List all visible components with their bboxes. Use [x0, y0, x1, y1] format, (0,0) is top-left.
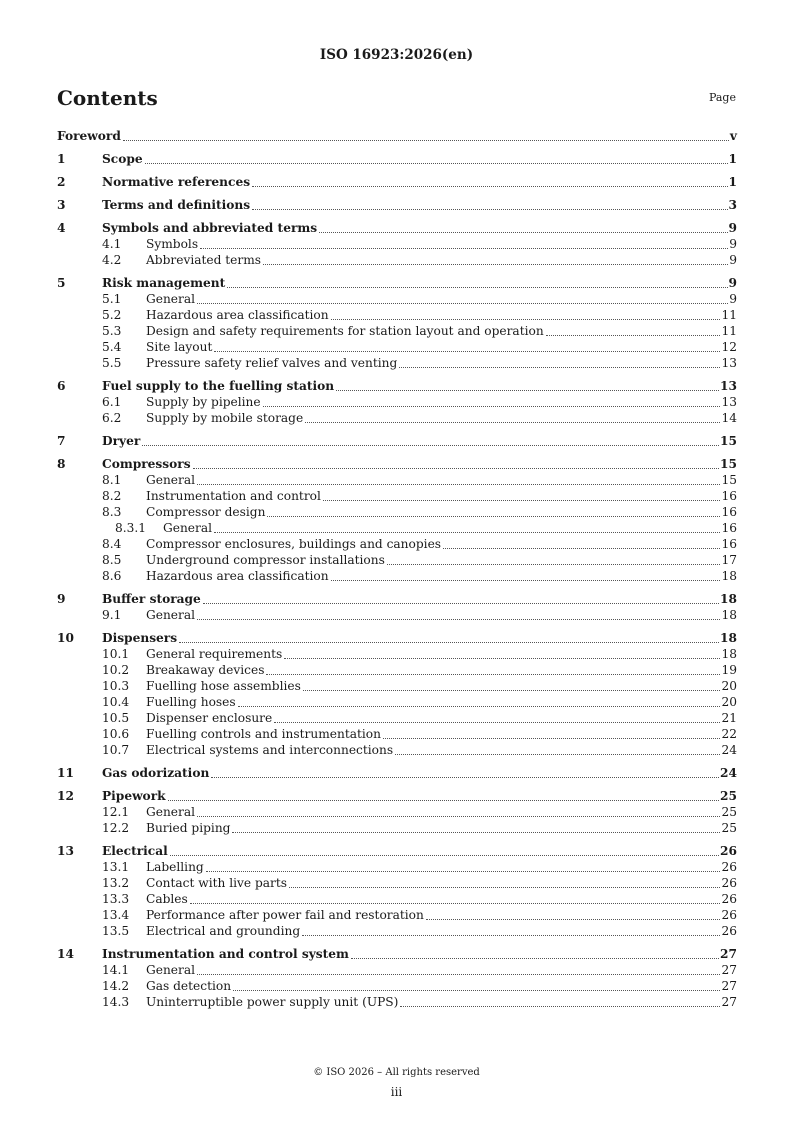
toc-entry-number: 2 — [57, 175, 66, 189]
toc-entry-page: 9 — [729, 292, 737, 306]
toc-entry[interactable] — [57, 765, 737, 781]
toc-entry-page: 24 — [720, 766, 737, 780]
toc-entry[interactable] — [57, 433, 737, 449]
toc-entry-page: 18 — [721, 569, 737, 583]
dot-leader — [252, 208, 727, 210]
toc-entry-title: Underground compressor installations — [146, 553, 385, 567]
page-title: Contents — [57, 86, 158, 110]
dot-leader — [351, 957, 719, 959]
dot-leader — [303, 689, 721, 691]
toc-entry-number: 14.3 — [102, 995, 130, 1009]
toc-entry-number: 9 — [57, 592, 66, 606]
toc-entry-page: 26 — [721, 876, 737, 890]
dot-leader — [233, 989, 720, 991]
toc-entry-number: 5.1 — [102, 292, 122, 306]
toc-entry-title: Contact with live parts — [146, 876, 288, 890]
dot-leader — [267, 515, 720, 517]
toc-entry-page: 18 — [721, 608, 737, 622]
toc-entry-page: 11 — [721, 308, 737, 322]
toc-entry-title: Normative references — [102, 175, 251, 189]
dot-leader — [145, 162, 728, 164]
toc-entry-title: General — [163, 521, 212, 535]
toc-entry[interactable] — [57, 174, 737, 190]
toc-entry[interactable] — [57, 504, 737, 520]
toc-entry-page: 13 — [721, 395, 737, 409]
toc-entry-number: 5 — [57, 276, 66, 290]
toc-entry-page: 1 — [728, 152, 737, 166]
toc-entry-page: v — [729, 129, 737, 143]
toc-entry-page: 18 — [720, 592, 737, 606]
toc-entry-title: Risk management — [102, 276, 226, 290]
toc-entry-title: Buried piping — [146, 821, 231, 835]
toc-entry-title: Instrumentation and control — [146, 489, 321, 503]
toc-entry-number: 13.5 — [102, 924, 130, 938]
toc-entry[interactable] — [57, 252, 737, 268]
dot-leader — [211, 776, 719, 778]
toc-entry-title: Foreword — [57, 129, 121, 143]
dot-leader — [142, 444, 719, 446]
toc-entry-page: 13 — [720, 379, 737, 393]
toc-entry-page: 27 — [721, 979, 737, 993]
dot-leader — [190, 902, 721, 904]
toc-entry-number: 5.3 — [102, 324, 122, 338]
toc-entry-title: Supply by mobile storage — [146, 411, 304, 425]
toc-entry-title: Buffer storage — [102, 592, 201, 606]
toc-entry[interactable] — [57, 355, 737, 371]
toc-entry[interactable] — [57, 875, 737, 891]
toc-entry-number: 10.6 — [102, 727, 130, 741]
toc-entry[interactable] — [57, 472, 737, 488]
toc-entry-title: Compressor enclosures, buildings and canopies — [146, 537, 442, 551]
dot-leader — [203, 602, 719, 604]
toc-entry-title: Labelling — [146, 860, 204, 874]
toc-entry[interactable] — [57, 552, 737, 568]
toc-entry[interactable] — [57, 456, 737, 472]
toc-entry-page: 26 — [720, 844, 737, 858]
toc-entry-page: 15 — [720, 434, 737, 448]
toc-entry-title: Electrical systems and interconnections — [146, 743, 394, 757]
toc-entry-number: 9.1 — [102, 608, 122, 622]
toc-entry-number: 13.1 — [102, 860, 130, 874]
toc-entry[interactable] — [57, 339, 737, 355]
toc-entry-number: 8.3.1 — [115, 521, 147, 535]
toc-entry[interactable] — [57, 788, 737, 804]
toc-entry[interactable] — [57, 694, 737, 710]
toc-entry-number: 12.1 — [102, 805, 130, 819]
toc-entry-page: 26 — [721, 860, 737, 874]
toc-entry-number: 12 — [57, 789, 74, 803]
toc-entry[interactable] — [57, 843, 737, 859]
toc-entry[interactable] — [57, 804, 737, 820]
toc-entry-page: 9 — [728, 221, 737, 235]
toc-entry[interactable] — [57, 946, 737, 962]
toc-entry-page: 21 — [721, 711, 737, 725]
toc-entry-page: 9 — [728, 276, 737, 290]
dot-leader — [263, 405, 721, 407]
toc-entry-title: Fuelling controls and instrumentation — [146, 727, 381, 741]
toc-entry[interactable] — [57, 394, 737, 410]
toc-entry-number: 10.1 — [102, 647, 130, 661]
dot-leader — [214, 350, 720, 352]
dot-leader — [252, 185, 727, 187]
toc-entry-number: 7 — [57, 434, 66, 448]
toc-entry-number: 4.1 — [102, 237, 122, 251]
dot-leader — [206, 870, 721, 872]
toc-entry-title: Dispensers — [102, 631, 178, 645]
toc-entry-title: Compressor design — [146, 505, 266, 519]
dot-leader — [336, 389, 719, 391]
dot-leader — [443, 547, 720, 549]
toc-entry-title: Electrical and grounding — [146, 924, 301, 938]
toc-entry-number: 8.4 — [102, 537, 122, 551]
toc-entry-title: General — [146, 805, 195, 819]
toc-entry-number: 10.4 — [102, 695, 130, 709]
toc-entry-page: 22 — [721, 727, 737, 741]
toc-entry-page: 16 — [721, 505, 737, 519]
toc-entry-number: 13.3 — [102, 892, 130, 906]
toc-entry-page: 11 — [721, 324, 737, 338]
toc-entry[interactable] — [57, 291, 737, 307]
toc-entry-title: Cables — [146, 892, 188, 906]
toc-entry-number: 8.2 — [102, 489, 122, 503]
toc-entry[interactable] — [57, 646, 737, 662]
toc-entry[interactable] — [57, 520, 737, 536]
toc-entry-title: General — [146, 963, 195, 977]
toc-entry-number: 8.5 — [102, 553, 122, 567]
toc-entry-page: 15 — [720, 457, 737, 471]
toc-entry[interactable] — [57, 630, 737, 646]
dot-leader — [289, 886, 720, 888]
toc-entry-title: Breakaway devices — [146, 663, 265, 677]
toc-entry-page: 25 — [721, 805, 737, 819]
toc-entry-title: General — [146, 608, 195, 622]
toc-entry[interactable] — [57, 307, 737, 323]
toc-entry[interactable] — [57, 275, 737, 291]
document-header: ISO 16923:2026(en) — [319, 47, 474, 63]
toc-entry-number: 14.1 — [102, 963, 130, 977]
toc-entry-number: 6.1 — [102, 395, 122, 409]
dot-leader — [263, 263, 728, 265]
toc-entry-number: 13.2 — [102, 876, 130, 890]
toc-entry-title: Pressure safety relief valves and venting — [146, 356, 398, 370]
toc-entry-number: 6.2 — [102, 411, 122, 425]
copyright-footer: © ISO 2026 – All rights reserved — [313, 1067, 480, 1078]
dot-leader — [232, 831, 720, 833]
toc-entry-title: Terms and definitions — [102, 198, 251, 212]
toc-entry[interactable] — [57, 488, 737, 504]
toc-entry[interactable] — [57, 607, 737, 623]
dot-leader — [193, 467, 719, 469]
table-of-contents — [57, 128, 737, 1010]
toc-entry-title: Scope — [102, 152, 143, 166]
toc-entry-title: Dryer — [102, 434, 141, 448]
toc-entry[interactable] — [57, 710, 737, 726]
dot-leader — [123, 139, 729, 141]
dot-leader — [266, 673, 720, 675]
dot-leader — [331, 318, 721, 320]
toc-entry-title: Pipework — [102, 789, 166, 803]
toc-entry-title: General — [146, 292, 195, 306]
dot-leader — [319, 231, 727, 233]
toc-entry-title: Symbols — [146, 237, 199, 251]
toc-entry[interactable] — [57, 591, 737, 607]
toc-entry-page: 27 — [721, 963, 737, 977]
toc-entry[interactable] — [57, 536, 737, 552]
dot-leader — [387, 563, 721, 565]
toc-entry-number: 8.3 — [102, 505, 122, 519]
dot-leader — [197, 618, 720, 620]
dot-leader — [331, 579, 721, 581]
toc-entry[interactable] — [57, 323, 737, 339]
toc-entry[interactable] — [57, 662, 737, 678]
toc-entry-number: 1 — [57, 152, 66, 166]
toc-entry[interactable] — [57, 678, 737, 694]
toc-entry-page: 16 — [721, 521, 737, 535]
toc-entry-title: Uninterruptible power supply unit (UPS) — [146, 995, 399, 1009]
toc-entry-number: 8 — [57, 457, 66, 471]
toc-entry-page: 3 — [728, 198, 737, 212]
toc-entry-number: 8.6 — [102, 569, 122, 583]
toc-entry-page: 18 — [720, 631, 737, 645]
toc-entry-page: 9 — [729, 253, 737, 267]
toc-entry-title: Hazardous area classification — [146, 569, 329, 583]
toc-entry-title: Hazardous area classification — [146, 308, 329, 322]
dot-leader — [284, 657, 720, 659]
toc-entry-title: Design and safety requirements for station layout and operation — [146, 324, 544, 338]
toc-entry-page: 13 — [721, 356, 737, 370]
dot-leader — [170, 854, 719, 856]
toc-entry-page: 16 — [721, 489, 737, 503]
toc-entry[interactable] — [57, 568, 737, 584]
toc-entry[interactable] — [57, 128, 737, 144]
dot-leader — [179, 641, 719, 643]
toc-entry-page: 20 — [721, 679, 737, 693]
toc-entry-title: Electrical — [102, 844, 168, 858]
dot-leader — [323, 499, 721, 501]
toc-entry-title: Dispenser enclosure — [146, 711, 273, 725]
toc-entry-title: General — [146, 473, 195, 487]
toc-entry[interactable] — [57, 907, 737, 923]
toc-entry[interactable] — [57, 742, 737, 758]
dot-leader — [214, 531, 720, 533]
toc-entry-number: 8.1 — [102, 473, 122, 487]
dot-leader — [168, 799, 719, 801]
toc-entry-title: Site layout — [146, 340, 213, 354]
toc-entry[interactable] — [57, 891, 737, 907]
page-column-label: Page — [708, 91, 736, 104]
toc-entry-page: 1 — [728, 175, 737, 189]
toc-entry[interactable] — [57, 197, 737, 213]
toc-entry-number: 5.2 — [102, 308, 122, 322]
toc-entry-page: 12 — [721, 340, 737, 354]
toc-entry-number: 10.2 — [102, 663, 130, 677]
toc-entry[interactable] — [57, 410, 737, 426]
toc-entry-title: Fuelling hoses — [146, 695, 236, 709]
toc-entry-page: 27 — [721, 995, 737, 1009]
dot-leader — [395, 753, 720, 755]
toc-entry-number: 5.4 — [102, 340, 122, 354]
toc-entry-number: 13.4 — [102, 908, 130, 922]
dot-leader — [426, 918, 721, 920]
dot-leader — [227, 286, 727, 288]
dot-leader — [302, 934, 720, 936]
toc-entry-page: 19 — [721, 663, 737, 677]
toc-entry-title: Gas odorization — [102, 766, 210, 780]
toc-entry[interactable] — [57, 820, 737, 836]
toc-entry-page: 26 — [721, 924, 737, 938]
page-number: iii — [390, 1085, 403, 1099]
toc-entry-title: Gas detection — [146, 979, 232, 993]
toc-entry[interactable] — [57, 378, 737, 394]
toc-entry[interactable] — [57, 978, 737, 994]
toc-entry[interactable] — [57, 220, 737, 236]
toc-entry-number: 4.2 — [102, 253, 122, 267]
dot-leader — [400, 1005, 720, 1007]
toc-entry[interactable] — [57, 726, 737, 742]
toc-entry-title: Instrumentation and control system — [102, 947, 349, 961]
dot-leader — [197, 973, 720, 975]
toc-entry-title: Abbreviated terms — [146, 253, 262, 267]
toc-entry-number: 11 — [57, 766, 74, 780]
toc-entry-number: 14.2 — [102, 979, 130, 993]
toc-entry-number: 10 — [57, 631, 74, 645]
dot-leader — [200, 247, 728, 249]
toc-entry[interactable] — [57, 859, 737, 875]
dot-leader — [197, 483, 720, 485]
toc-entry[interactable] — [57, 994, 737, 1010]
dot-leader — [546, 334, 721, 336]
toc-entry-page: 9 — [729, 237, 737, 251]
toc-entry[interactable] — [57, 236, 737, 252]
toc-entry-page: 26 — [721, 892, 737, 906]
toc-entry-number: 3 — [57, 198, 66, 212]
dot-leader — [305, 421, 720, 423]
toc-entry-title: Fuel supply to the fuelling station — [102, 379, 335, 393]
dot-leader — [197, 302, 728, 304]
toc-entry-page: 24 — [721, 743, 737, 757]
toc-entry-number: 4 — [57, 221, 66, 235]
toc-entry-number: 5.5 — [102, 356, 122, 370]
toc-entry-number: 10.7 — [102, 743, 130, 757]
toc-entry-number: 10.3 — [102, 679, 130, 693]
toc-entry[interactable] — [57, 962, 737, 978]
toc-entry-page: 16 — [721, 537, 737, 551]
dot-leader — [383, 737, 721, 739]
toc-entry-page: 25 — [720, 789, 737, 803]
toc-entry-title: General requirements — [146, 647, 283, 661]
toc-entry-page: 27 — [720, 947, 737, 961]
toc-entry-page: 20 — [721, 695, 737, 709]
toc-entry-number: 10.5 — [102, 711, 130, 725]
dot-leader — [197, 815, 720, 817]
toc-entry-page: 14 — [721, 411, 737, 425]
toc-entry-page: 15 — [721, 473, 737, 487]
toc-entry-number: 12.2 — [102, 821, 130, 835]
toc-entry-title: Symbols and abbreviated terms — [102, 221, 318, 235]
dot-leader — [238, 705, 721, 707]
toc-entry-title: Fuelling hose assemblies — [146, 679, 301, 693]
toc-entry-page: 25 — [721, 821, 737, 835]
toc-entry-page: 26 — [721, 908, 737, 922]
dot-leader — [274, 721, 720, 723]
toc-entry-title: Compressors — [102, 457, 191, 471]
toc-entry[interactable] — [57, 151, 737, 167]
toc-entry-title: Supply by pipeline — [146, 395, 261, 409]
toc-entry-page: 17 — [721, 553, 737, 567]
toc-entry-title: Performance after power fail and restoration — [146, 908, 424, 922]
toc-entry-page: 18 — [721, 647, 737, 661]
toc-entry-number: 14 — [57, 947, 74, 961]
dot-leader — [399, 366, 720, 368]
toc-entry-number: 6 — [57, 379, 66, 393]
toc-entry-number: 13 — [57, 844, 74, 858]
toc-entry[interactable] — [57, 923, 737, 939]
